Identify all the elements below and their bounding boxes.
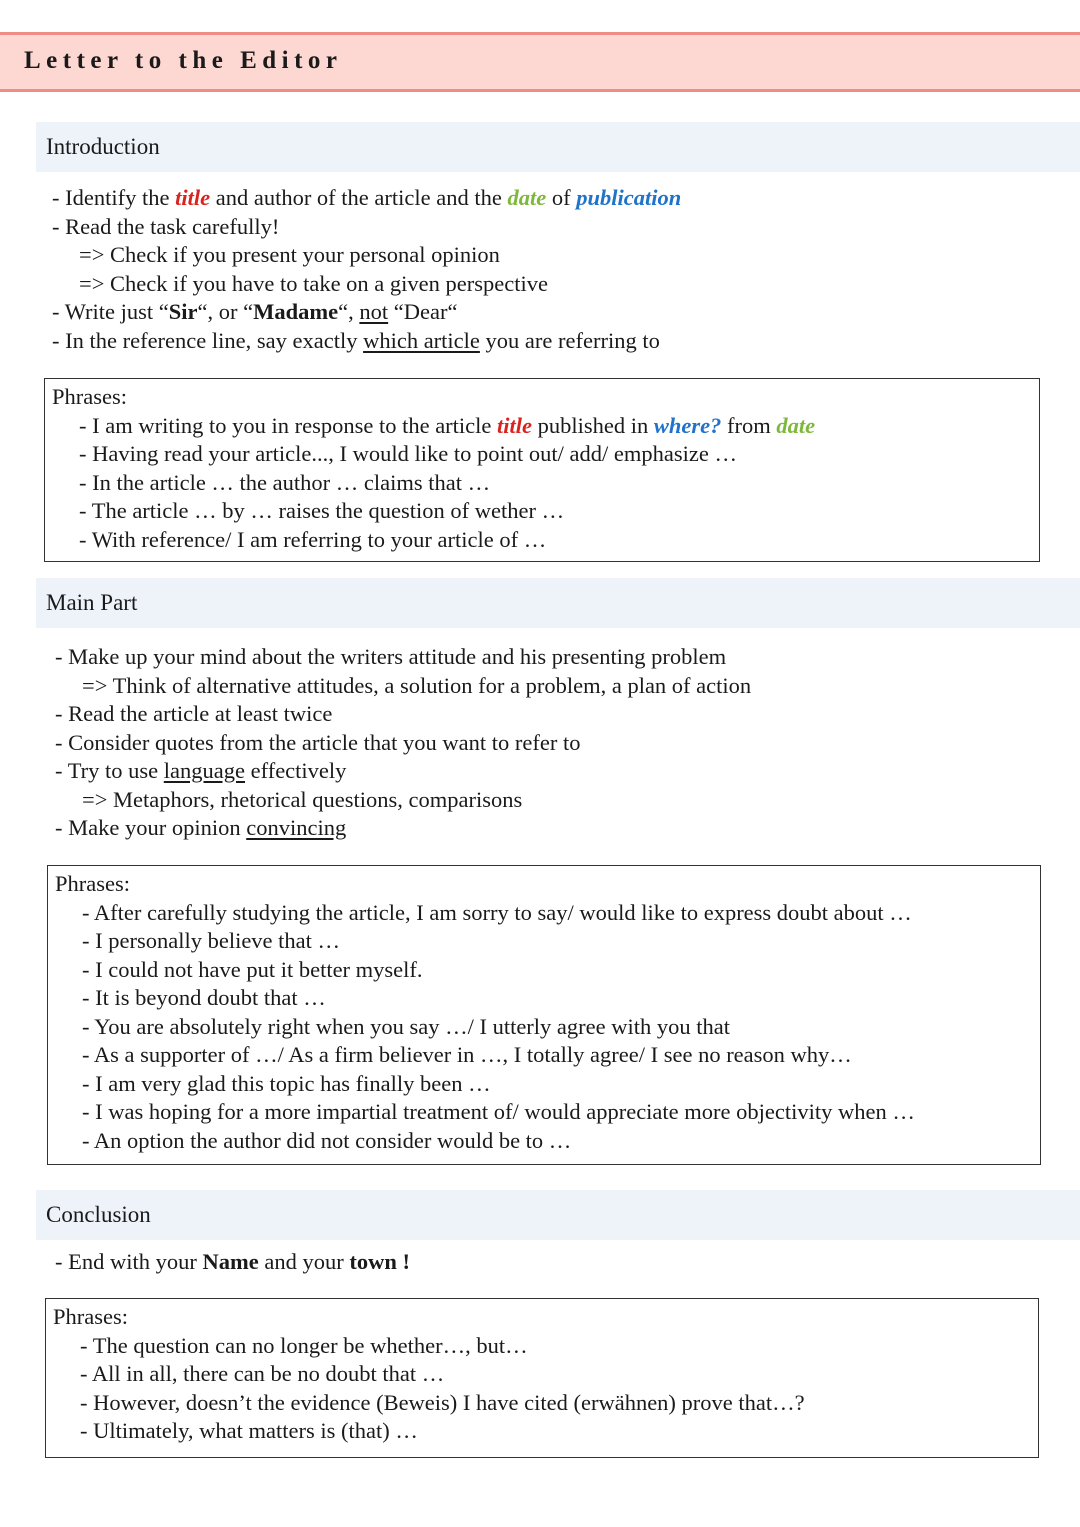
list-item: - Try to use language effectively [55,758,347,783]
phrase-item: - After carefully studying the article, I am sorry to say/ would like to express doubt about … [82,899,912,925]
phrase-item: - Having read your article..., I would like to point out/ add/ emphasize … [79,441,737,466]
phrases-label: Phrases: [55,871,130,896]
list-subitem: => Check if you have to take on a given perspective [79,270,548,296]
list-subitem: => Think of alternative attitudes, a solution for a problem, a plan of action [82,672,752,698]
highlight-publication: publication [576,185,682,210]
list-item: - In the reference line, say exactly which article you are referring to [52,327,660,353]
main-list [55,643,751,843]
phrase-item: - I could not have put it better myself. [82,956,423,982]
phrase-item: - I personally believe that … [82,928,341,953]
phrase-item: - However, doesn’t the evidence (Beweis) I have cited (erwähnen) prove that…? [80,1389,805,1415]
phrase-item: - I am very glad this topic has finally been … [82,1070,491,1096]
phrase-item: - You are absolutely right when you say …/ I utterly agree with you that [82,1013,730,1039]
phrase-item: - An option the author did not consider would be to … [82,1127,572,1153]
phrase-item: - I was hoping for a more impartial treatment of/ would appreciate more objectivity when … [82,1099,915,1124]
highlight-title: title [175,185,211,210]
phrase-item: - The article … by … raises the question of wether … [79,498,565,523]
list-subitem: => Check if you present your personal opinion [79,242,500,267]
phrase-item: - Ultimately, what matters is (that) … [80,1418,418,1443]
title-banner [0,32,1080,92]
phrase-item: - The question can no longer be whether…, but… [80,1332,528,1358]
list-item: - Identify the title and author of the article and the date of publication [52,185,682,210]
list-subitem: => Metaphors, rhetorical questions, comparisons [82,786,523,812]
phrase-item: - In the article … the author … claims that … [79,469,491,495]
phrase-item: - All in all, there can be no doubt that … [80,1361,445,1386]
list-item: - End with your Name and your town ! [55,1249,410,1274]
section-heading-main-part [36,578,1080,628]
phrases-label: Phrases: [52,384,127,409]
conclusion-phrases-box [45,1298,1039,1458]
main-phrases-box [47,865,1041,1165]
section-heading-introduction [36,122,1080,172]
phrase-item: - I am writing to you in response to the article title published in where? from date [79,412,816,438]
list-item: - Make your opinion convincing [55,815,347,840]
highlight-date: date [507,185,547,210]
section-heading-label: Main Part [46,590,138,615]
list-item: - Read the article at least twice [55,701,333,726]
phrase-item: - As a supporter of …/ As a firm believer in …, I totally agree/ I see no reason why… [82,1042,852,1067]
page-title: Letter to the Editor [24,47,343,74]
phrase-item: - It is beyond doubt that … [82,985,326,1010]
list-item: - Write just “Sir“, or “Madame“, not “Dear“ [52,299,458,324]
section-heading-label: Conclusion [46,1202,151,1227]
phrases-label: Phrases: [53,1304,128,1329]
conclusion-list [55,1248,410,1277]
section-heading-conclusion [36,1190,1080,1240]
phrase-item: - With reference/ I am referring to your article of … [79,526,547,552]
list-item: - Read the task carefully! [52,213,280,239]
section-heading-label: Introduction [46,134,160,159]
list-item: - Consider quotes from the article that you want to refer to [55,729,581,755]
list-item: - Make up your mind about the writers attitude and his presenting problem [55,644,727,669]
intro-list [52,184,681,355]
intro-phrases-box [44,378,1040,562]
